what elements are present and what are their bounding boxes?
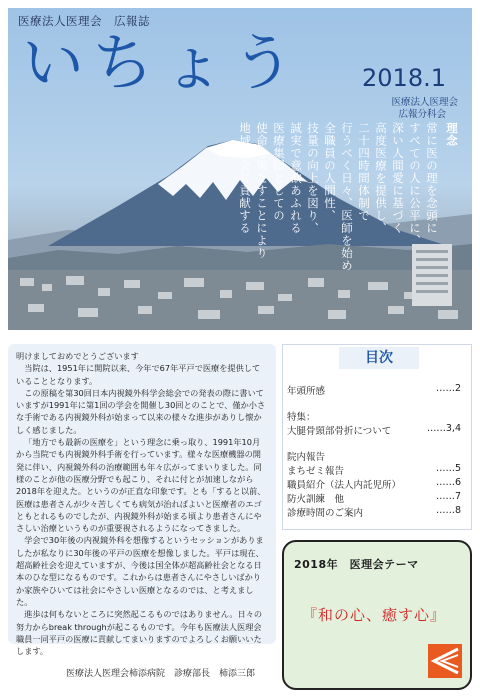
toc-page-number: ……8 bbox=[435, 505, 461, 516]
toc-section-label: 特集： bbox=[287, 412, 316, 423]
toc-item: 大腿骨頸部骨折について bbox=[287, 426, 392, 437]
publisher-division: 広報分科会 bbox=[398, 109, 446, 120]
toc-section-label: 院内報告 bbox=[287, 452, 326, 463]
greeting-paragraph: 当院は、1951年に開院以来、今年で67年平戸で医療を提供していることとなります。 bbox=[16, 363, 261, 386]
philosophy-line: 誠実で意欲あふれる bbox=[289, 122, 303, 235]
toc-item: 診療時間のご案内 bbox=[287, 508, 364, 519]
greeting-paragraph: この原稿を第30回日本内視鏡外科学会総会での発表の際に書いていますが1991年に第1回の学会を開催し30回とのことで、僅か小さな手術である内視鏡外科が始まって以来の様々な進歩がありし懐かしく感じました。 bbox=[16, 387, 266, 435]
philosophy-line: 使命を果たすことにより bbox=[255, 122, 269, 260]
toc-item: 年頭所感 bbox=[287, 386, 326, 397]
greeting-opening: 明けましておめでとうございます bbox=[16, 351, 139, 361]
theme-heading: 2018年 医理会テーマ bbox=[294, 558, 419, 571]
toc-item: まちゼミ報告 bbox=[287, 466, 345, 477]
toc-page-number: ……6 bbox=[435, 477, 461, 488]
philosophy-line: 二十四時間体制で bbox=[357, 122, 371, 222]
organization-logo-icon bbox=[428, 644, 462, 678]
toc-item: 防火訓練 他 bbox=[287, 494, 345, 505]
new-year-greeting bbox=[8, 344, 276, 657]
toc-page-number: ……2 bbox=[435, 383, 461, 394]
philosophy-line: 技量の向上を図り、 bbox=[306, 122, 320, 235]
masthead-title: いちょう bbox=[22, 26, 303, 99]
greeting-paragraph: 進歩は何もないところに突然起こるものではありません。日々の努力からbreak throughが起こるものです。今年も医療法人医理会 職員一同平戸の医療に貢献してまいりますのでよろしくお願いいたします。 bbox=[16, 609, 270, 657]
toc-page-number: ……5 bbox=[435, 463, 461, 474]
philosophy-line: 医療集団としての bbox=[272, 122, 286, 222]
philosophy-line: 高度医療を提供し、 bbox=[374, 122, 388, 235]
cover-photo bbox=[8, 8, 472, 330]
table-of-contents bbox=[282, 344, 472, 530]
toc-item: 職員紹介（法人内託児所） bbox=[287, 480, 402, 491]
toc-page-number: ……3,4 bbox=[426, 423, 461, 434]
theme-phrase: 『和の心、癒す心』 bbox=[302, 606, 447, 624]
philosophy-title: 理念 bbox=[445, 122, 459, 147]
philosophy-body bbox=[236, 122, 440, 330]
philosophy-line: 深い人間愛に基づく bbox=[391, 122, 405, 235]
philosophy-line: 地域社会に貢献する bbox=[238, 122, 252, 235]
philosophy-line: 常に医の理を念頭に bbox=[425, 122, 439, 235]
issue-date: 2018.1 bbox=[362, 64, 446, 92]
philosophy-line: すべての人に公平に、 bbox=[408, 122, 422, 247]
greeting-signature: 医療法人医理会柿添病院 診療部長 柿添三郎 bbox=[66, 669, 256, 679]
toc-page-number: ……7 bbox=[435, 491, 461, 502]
toc-title: 目次 bbox=[339, 347, 419, 369]
greeting-paragraph: 「地方でも最新の医療を」という理念に乗っ取り、1991年10月から当院でも内視鏡外科手術を行っています。様々な医療機器の開発に伴い、内視鏡外科の治療範囲も年々広がってまいりました。同様のことが他の医療分野でも起こり、それに付とが加速しながら2018年を迎えた。というのが正直な印象です。とも「すると以前、医療は患者さんが少々苦しくても病気が治ればよいと医療者のエゴともとれるものでしたが、内視鏡外科が始まる頃より患者さんにやさしい治療というものが重要視されるようになってきました。 bbox=[16, 437, 266, 534]
publisher-name: 医療法人医理会 bbox=[391, 97, 458, 108]
greeting-paragraph: 学会で30年後の内視鏡外科を想像するというセッションがありましたが私なりに30年後の平戸の医療を想像しました。平戸は現在、超高齢社会を迎えていますが、今後は国全体が超高齢社会となる日本のひな型になるものです。これからは患者さんにやさしいばかりか家族やひいては社会にやさしい医療となるのでは、と考えました。 bbox=[16, 535, 264, 607]
philosophy-line: 行うべく日々、医師を始め bbox=[340, 122, 354, 272]
annual-theme-box bbox=[282, 540, 472, 690]
masthead-org-line: 医療法人医理会 広報誌 bbox=[18, 14, 150, 28]
philosophy-line: 全職員の人間性、 bbox=[323, 122, 337, 222]
